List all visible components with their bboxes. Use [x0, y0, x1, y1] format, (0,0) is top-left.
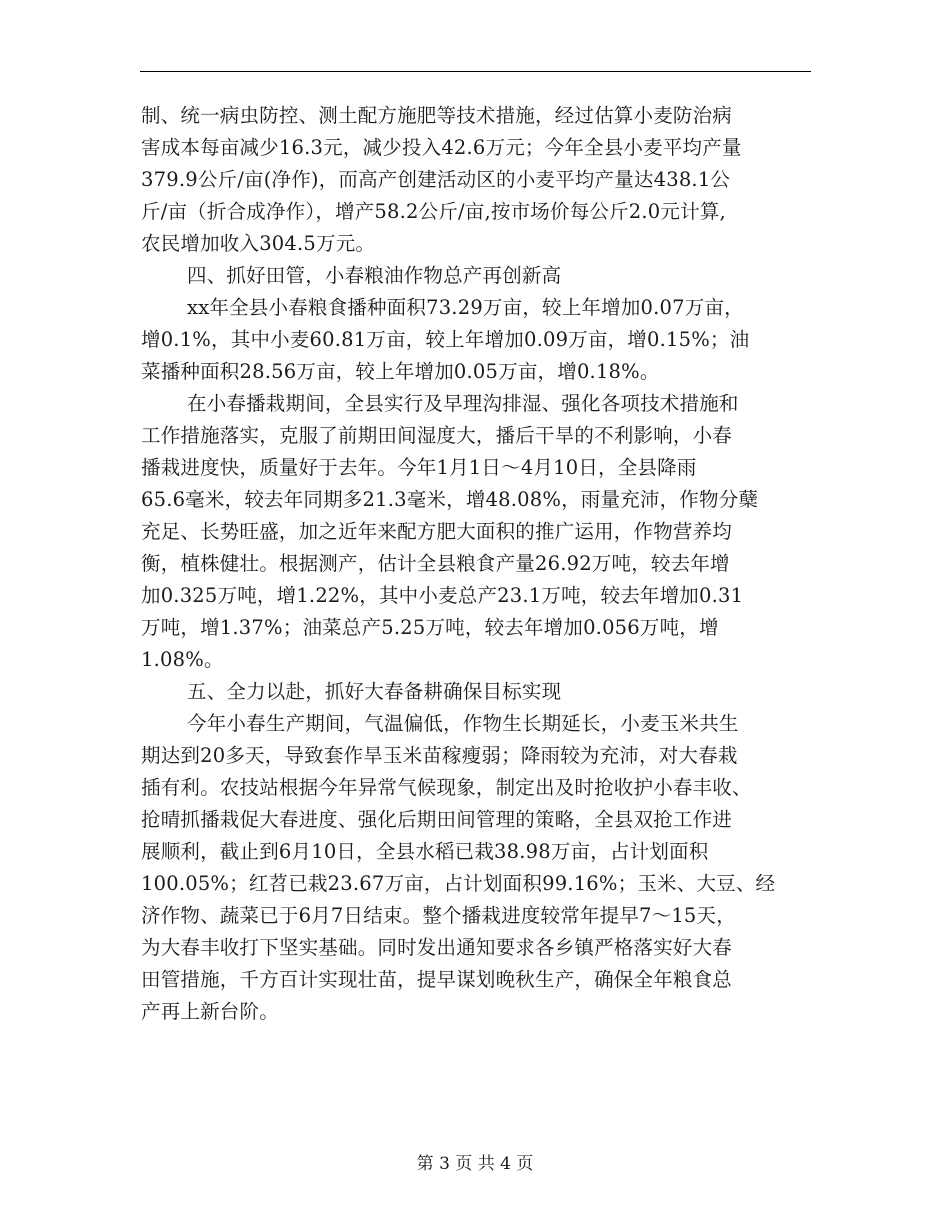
- text-line: 增0.1%，其中小麦60.81万亩，较上年增加0.09万亩，增0.15%；油: [141, 328, 750, 351]
- text-line: 播栽进度快，质量好于去年。今年1月1日～4月10日，全县降雨: [141, 456, 697, 479]
- text-line: 斤/亩（折合成净作），增产58.2公斤/亩,按市场价每公斤2.0元计算,: [141, 200, 726, 223]
- text-line: 插有利。农技站根据今年异常气候现象，制定出及时抢收护小春丰收、: [141, 776, 752, 799]
- header-rule: [140, 71, 811, 72]
- page-footer: 第 3 页 共 4 页: [416, 1154, 534, 1174]
- text-line: 展顺利，截止到6月10日，全县水稻已栽38.98万亩，占计划面积: [141, 840, 709, 863]
- text-line: 制、统一病虫防控、测土配方施肥等技术措施，经过估算小麦防治病: [141, 104, 733, 127]
- text-line: 1.08%。: [141, 648, 224, 671]
- body-text: [141, 100, 841, 1028]
- text-line: 充足、长势旺盛，加之近年来配方肥大面积的推广运用，作物营养均: [141, 520, 733, 543]
- text-line: 在小春播栽期间，全县实行及早理沟排湿、强化各项技术措施和: [187, 392, 739, 415]
- text-line: xx年全县小春粮食播种面积73.29万亩，较上年增加0.07万亩，: [187, 296, 744, 319]
- text-line: 产再上新台阶。: [141, 1000, 279, 1023]
- text-line: 万吨，增1.37%；油菜总产5.25万吨，较去年增加0.056万吨，增: [141, 616, 719, 639]
- text-line: 田管措施，千方百计实现壮苗，提早谋划晚秋生产，确保全年粮食总: [141, 968, 733, 991]
- text-line: 加0.325万吨，增1.22%，其中小麦总产23.1万吨，较去年增加0.31: [141, 584, 744, 607]
- text-line: 抢晴抓播栽促大春进度、强化后期田间管理的策略，全县双抢工作进: [141, 808, 733, 831]
- text-line: 衡，植株健壮。根据测产，估计全县粮食产量26.92万吨，较去年增: [141, 552, 730, 575]
- text-line: 今年小春生产期间，气温偏低，作物生长期延长，小麦玉米共生: [187, 712, 739, 735]
- text-line: 菜播种面积28.56万亩，较上年增加0.05万亩，增0.18%。: [141, 360, 660, 383]
- text-line: 害成本每亩减少16.3元，减少投入42.6万元；今年全县小麦平均产量: [141, 136, 742, 159]
- text-line: 为大春丰收打下坚实基础。同时发出通知要求各乡镇严格落实好大春: [141, 936, 733, 959]
- section-heading-4: 四、抓好田管，小春粮油作物总产再创新高: [187, 264, 562, 287]
- text-line: 379.9公斤/亩(净作)，而高产创建活动区的小麦平均产量达438.1公: [141, 168, 731, 191]
- text-line: 工作措施落实，克服了前期田间湿度大，播后干旱的不利影响，小春: [141, 424, 733, 447]
- text-line: 65.6毫米，较去年同期多21.3毫米，增48.08%，雨量充沛，作物分蘖: [141, 488, 759, 511]
- text-line: 期达到20多天，导致套作旱玉米苗稼瘦弱；降雨较为充沛，对大春栽: [141, 744, 738, 767]
- section-heading-5: 五、全力以赴，抓好大春备耕确保目标实现: [187, 680, 562, 703]
- text-line: 100.05%；红苕已栽23.67万亩，占计划面积99.16%；玉米、大豆、经: [141, 872, 776, 895]
- text-line: 济作物、蔬菜已于6月7日结束。整个播栽进度较常年提早7～15天，: [141, 904, 736, 927]
- text-line: 农民增加收入304.5万元。: [141, 232, 376, 255]
